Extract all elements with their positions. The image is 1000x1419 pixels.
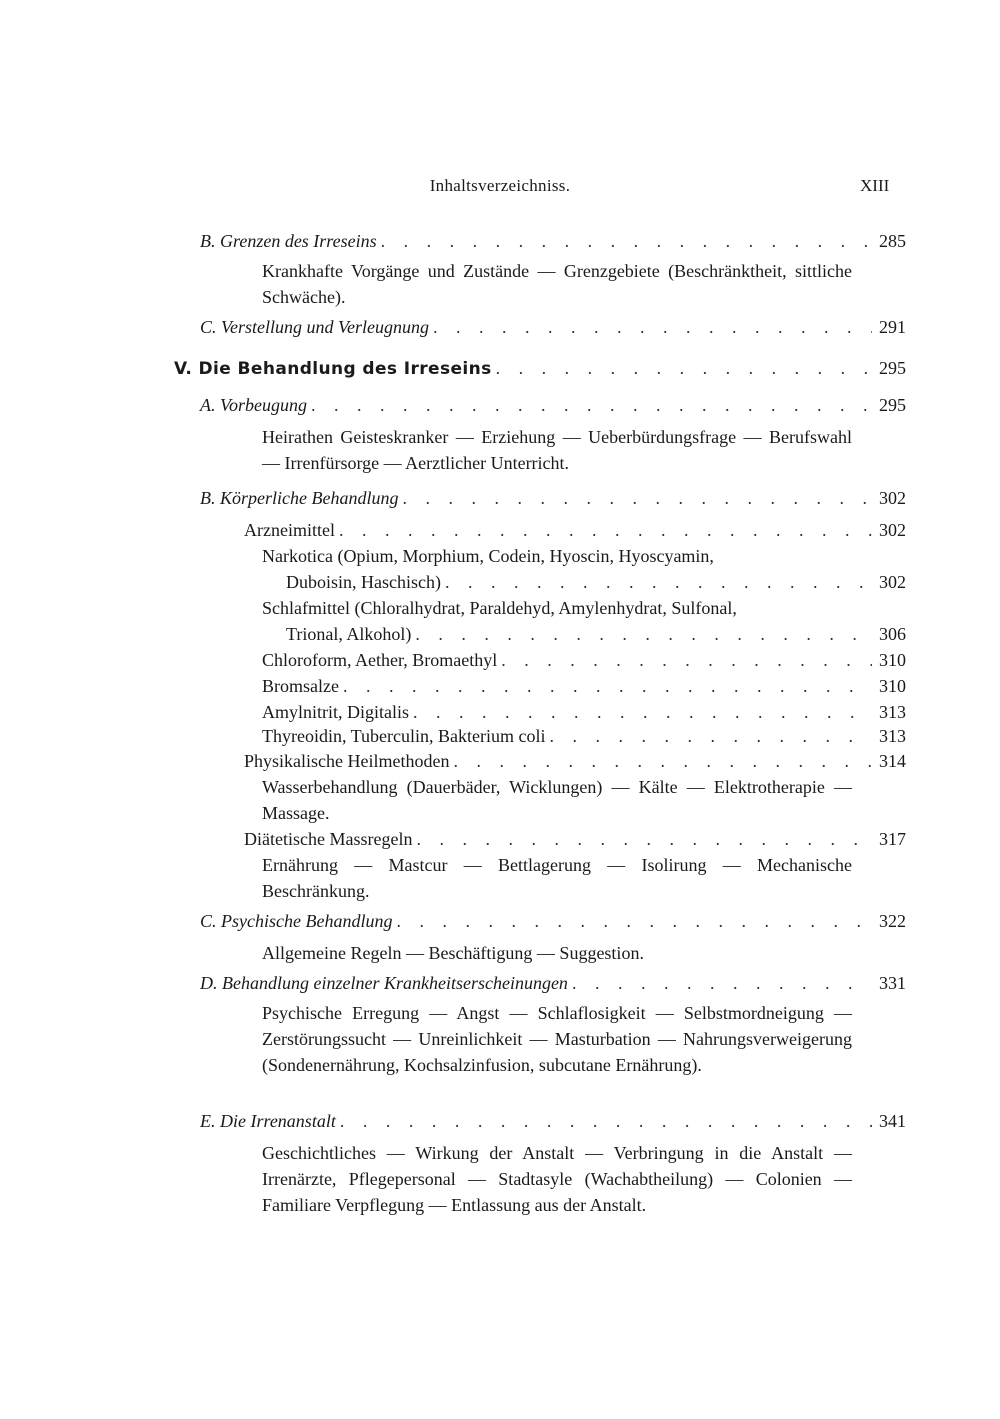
toc-entry-schlafmittel	[286, 621, 906, 647]
toc-entry-psychische-behandlung	[200, 908, 906, 934]
toc-entry-vorbeugung	[200, 392, 906, 418]
toc-entry-label: B. Grenzen des Irreseins	[200, 231, 377, 251]
toc-subtopics: Wasserbehandlung (Dauerbäder, Wicklungen) — Kälte — Elektrotherapie — Massage.	[262, 777, 852, 823]
toc-entry-page: 322	[879, 911, 906, 931]
toc-entry-label: C. Verstellung und Verleugnung	[200, 317, 429, 337]
dot-leader	[416, 826, 872, 852]
toc-entry-label: Chloroform, Aether, Bromaethyl	[262, 650, 498, 670]
toc-part-heading	[174, 355, 906, 382]
dot-leader	[453, 748, 872, 774]
toc-entry-page: 310	[879, 650, 906, 670]
toc-entry-chloroform	[262, 647, 906, 673]
toc-entry-label: Arzneimittel	[244, 520, 335, 540]
toc-entry-label: E. Die Irrenanstalt	[200, 1111, 336, 1131]
toc-entry-page: 310	[879, 676, 906, 696]
toc-subtopics: Psychische Erregung — Angst — Schlaflosigkeit — Selbstmordneigung — Zerstörungssucht — Unreinlichkeit — Masturbation — Nahrungsverweigerung (Sondenernährung, Kochsalzinfusion, subcutane Ernährung).	[262, 1003, 852, 1075]
dot-leader	[311, 392, 872, 418]
running-header-page-numeral: XIII	[860, 176, 890, 195]
toc-entry-label: Amylnitrit, Digitalis	[262, 702, 409, 722]
toc-entry-page: 341	[879, 1111, 906, 1131]
toc-entry-label: Trional, Alkohol)	[286, 624, 412, 644]
dot-leader	[572, 970, 872, 996]
toc-entry-thyreoidin	[262, 723, 906, 749]
toc-entry-page: 331	[879, 973, 906, 993]
dot-leader	[415, 621, 872, 647]
toc-entry-narkotica-line1: Narkotica (Opium, Morphium, Codein, Hyoscin, Hyoscyamin,	[262, 546, 714, 566]
toc-subtopics: Ernährung — Mastcur — Bettlagerung — Isolirung — Mechanische Beschränkung.	[262, 855, 852, 901]
toc-entry-bromsalze	[262, 673, 906, 699]
toc-entry-label: C. Psychische Behandlung	[200, 911, 393, 931]
toc-entry-page: 313	[879, 726, 906, 746]
toc-entry-arzneimittel	[244, 517, 906, 543]
dot-leader	[445, 569, 872, 595]
toc-entry-label: Bromsalze	[262, 676, 339, 696]
toc-entry-page: 285	[879, 231, 906, 251]
toc-entry-page: 295	[879, 358, 906, 378]
toc-entry-irrenanstalt	[200, 1108, 906, 1134]
toc-subtopics: Krankhafte Vorgänge und Zustände — Grenzgebiete (Beschränktheit, sittliche Schwäche).	[262, 261, 852, 307]
toc-part-label: V. Die Behandlung des Irreseins	[174, 359, 492, 379]
dot-leader	[433, 314, 872, 340]
dot-leader	[396, 908, 872, 934]
toc-entry-label: Diätetische Massregeln	[244, 829, 413, 849]
toc-subtopics: Allgemeine Regeln — Beschäftigung — Suggestion.	[262, 943, 644, 963]
toc-subtopics: Heirathen Geisteskranker — Erziehung — Ueberbürdungsfrage — Berufswahl — Irrenfürsorge — Aerztlicher Unterricht.	[262, 427, 852, 473]
dot-leader	[501, 647, 872, 673]
toc-entry-label: Physikalische Heilmethoden	[244, 751, 450, 771]
toc-entry-grenzen	[200, 228, 906, 254]
running-header-title: Inhaltsverzeichniss.	[429, 176, 571, 195]
toc-entry-page: 317	[879, 829, 906, 849]
toc-entry-einzelne-krankheitserscheinungen	[200, 970, 906, 996]
toc-entry-amylnitrit	[262, 699, 906, 725]
toc-subtopics: Geschichtliches — Wirkung der Anstalt — Verbringung in die Anstalt — Irrenärzte, Pflegepersonal — Stadtasyle (Wachabtheilung) — Colonien — Familiare Verpflegung — Entlassung aus der Anstalt.	[262, 1143, 852, 1215]
toc-entry-physikalische-heilmethoden	[244, 748, 906, 774]
toc-entry-diaetetische-massregeln	[244, 826, 906, 852]
toc-entry-page: 313	[879, 702, 906, 722]
dot-leader	[381, 228, 872, 254]
toc-entry-page: 306	[879, 624, 906, 644]
toc-entry-narkotica	[286, 569, 906, 595]
dot-leader	[413, 699, 872, 725]
toc-entry-label: A. Vorbeugung	[200, 395, 307, 415]
dot-leader	[496, 355, 872, 381]
toc-entry-label: B. Körperliche Behandlung	[200, 488, 399, 508]
dot-leader	[340, 1108, 872, 1134]
toc-entry-label: D. Behandlung einzelner Krankheitserscheinungen	[200, 973, 568, 993]
dot-leader	[339, 517, 872, 543]
toc-entry-schlafmittel-line1: Schlafmittel (Chloralhydrat, Paraldehyd, Amylenhydrat, Sulfonal,	[262, 598, 737, 618]
dot-leader	[402, 485, 872, 511]
toc-entry-page: 302	[879, 572, 906, 592]
toc-entry-page: 302	[879, 520, 906, 540]
toc-entry-koerperliche-behandlung	[200, 485, 906, 511]
dot-leader	[343, 673, 872, 699]
toc-entry-verstellung	[200, 314, 906, 340]
toc-entry-page: 291	[879, 317, 906, 337]
toc-entry-label: Thyreoidin, Tuberculin, Bakterium coli	[262, 726, 546, 746]
dot-leader	[549, 723, 872, 749]
toc-entry-page: 314	[879, 751, 906, 771]
toc-entry-label: Duboisin, Haschisch)	[286, 572, 441, 592]
toc-entry-page: 295	[879, 395, 906, 415]
toc-entry-page: 302	[879, 488, 906, 508]
